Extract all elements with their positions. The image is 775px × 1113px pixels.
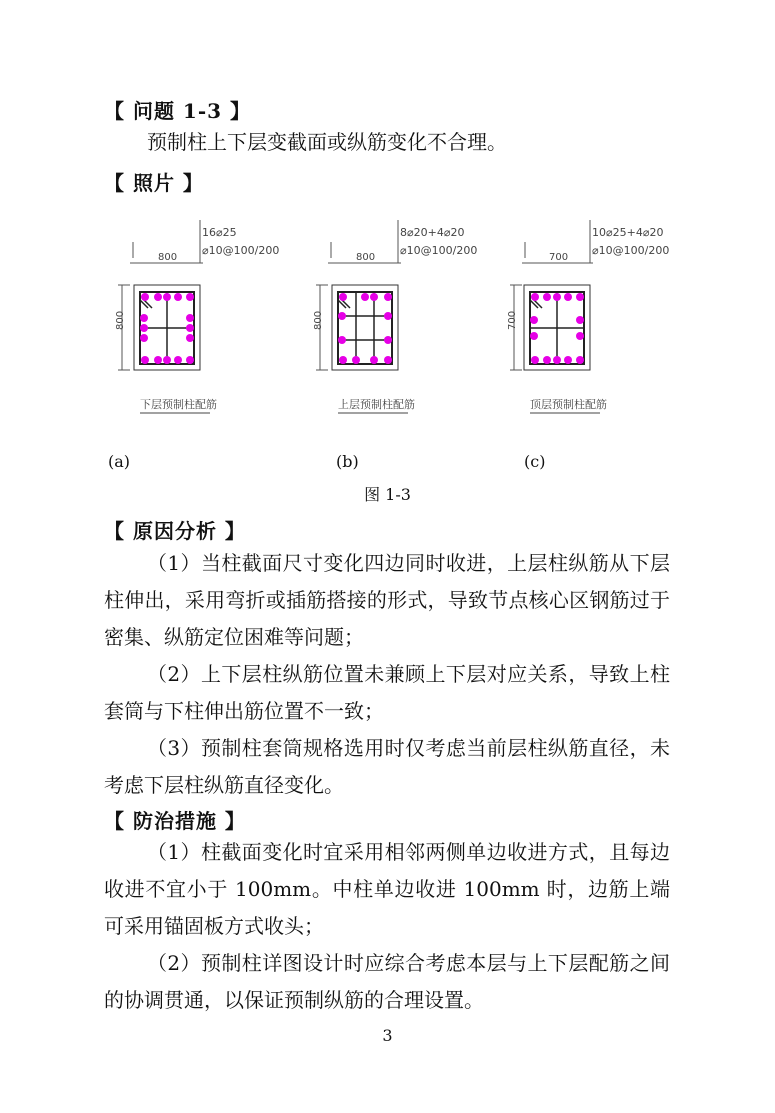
figure-title: 上层预制柱配筋 bbox=[338, 398, 415, 411]
rebar-main-label: 16⌀25 bbox=[202, 226, 237, 239]
figure-c bbox=[492, 220, 682, 420]
figure-a bbox=[100, 220, 290, 420]
problem-heading: 【 问题 1-3 】 bbox=[104, 99, 252, 123]
rebar-main-label: 8⌀20+4⌀20 bbox=[400, 226, 465, 239]
prevention-item-1: （1）柱截面变化时宜采用相邻两侧单边收进方式，且每边收进不宜小于 100mm。中柱单边收进 100mm 时，边筋上端可采用锚固板方式收头； bbox=[104, 840, 670, 938]
figure-c-label: (c) bbox=[524, 452, 546, 471]
figure-title: 下层预制柱配筋 bbox=[140, 398, 217, 411]
cause-heading: 【 原因分析 】 bbox=[104, 519, 246, 543]
rebar-stirrup-label: ⌀10@100/200 bbox=[400, 244, 478, 257]
cause-item-1: （1）当柱截面尺寸变化四边同时收进，上层柱纵筋从下层柱伸出，采用弯折或插筋搭接的形式，导致节点核心区钢筋过于密集、纵筋定位困难等问题； bbox=[104, 551, 670, 649]
page-number: 3 bbox=[382, 1026, 393, 1045]
figure-caption: 图 1-3 bbox=[364, 485, 411, 504]
cause-item-3: （3）预制柱套筒规格选用时仅考虑当前层柱纵筋直径，未考虑下层柱纵筋直径变化。 bbox=[104, 736, 670, 797]
photo-heading: 【 照片 】 bbox=[104, 171, 204, 195]
figure-title: 顶层预制柱配筋 bbox=[530, 398, 607, 411]
height-dimension: 800 bbox=[115, 310, 126, 330]
figure-a-label: (a) bbox=[108, 452, 131, 471]
problem-text: 预制柱上下层变截面或纵筋变化不合理。 bbox=[147, 130, 507, 154]
height-dimension: 700 bbox=[507, 310, 518, 330]
rebar-stirrup-label: ⌀10@100/200 bbox=[202, 244, 280, 257]
figure-b-label: (b) bbox=[336, 452, 359, 471]
width-dimension: 700 bbox=[549, 252, 569, 263]
width-dimension: 800 bbox=[158, 252, 178, 263]
prevention-heading: 【 防治措施 】 bbox=[104, 809, 246, 833]
rebar-stirrup-label: ⌀10@100/200 bbox=[592, 244, 670, 257]
rebar-main-label: 10⌀25+4⌀20 bbox=[592, 226, 664, 239]
figure-b bbox=[298, 220, 488, 420]
width-dimension: 800 bbox=[356, 252, 376, 263]
height-dimension: 800 bbox=[313, 310, 324, 330]
prevention-item-2: （2）预制柱详图设计时应综合考虑本层与上下层配筋之间的协调贯通，以保证预制纵筋的合理设置。 bbox=[104, 951, 670, 1012]
cause-item-2: （2）上下层柱纵筋位置未兼顾上下层对应关系，导致上柱套筒与下柱伸出筋位置不一致； bbox=[104, 662, 670, 723]
